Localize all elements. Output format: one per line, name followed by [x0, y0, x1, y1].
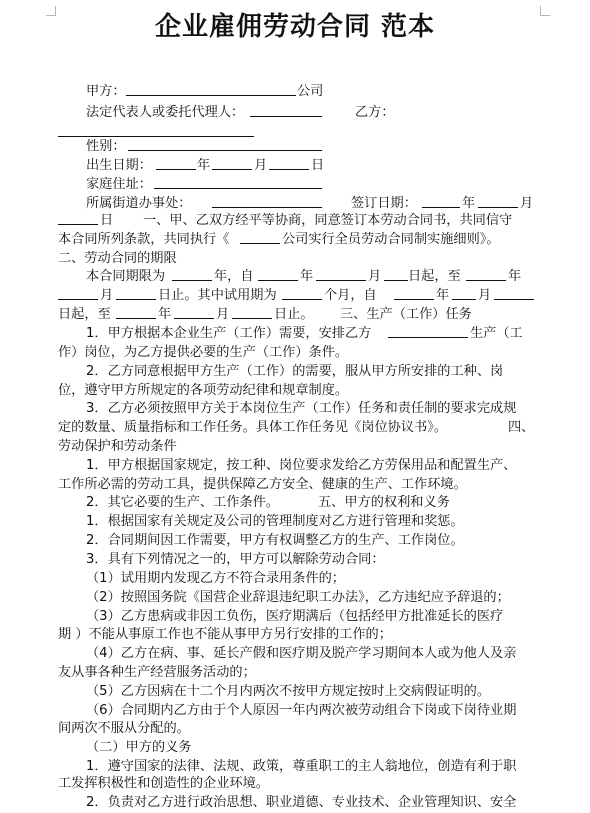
text-line: [0, 511, 590, 532]
text-line: [0, 455, 590, 476]
list-item: 间两次不服从分配的。: [58, 721, 190, 736]
clause-1-text: 本合同所列条款，共同执行《: [58, 232, 230, 247]
section-5-heading: 五、甲方的权利和义务: [318, 495, 450, 510]
term-blank: [58, 285, 98, 300]
term-blank: [232, 304, 272, 319]
term-blank: [452, 285, 476, 300]
street-blank: [212, 193, 322, 208]
clause-text: 2．合同期间因工作需要，甲方有权调整乙方的生产、工作岗位。: [86, 533, 464, 548]
clause-text: 生产（工: [470, 326, 523, 341]
section-4-heading: 劳动保护和劳动条件: [58, 439, 177, 454]
clause-text: 工发挥积极性和创造性的企业环境。: [58, 776, 269, 791]
term-blank: [116, 304, 156, 319]
text-line: [0, 643, 590, 664]
sign-day-blank: [58, 210, 98, 225]
year-char: 年: [462, 196, 476, 211]
section-2-heading: 二、劳动合同的期限: [58, 251, 177, 266]
text-line: [0, 229, 590, 250]
list-item: 友从事各种生产经营服务活动的；: [58, 665, 256, 680]
term-blank: [174, 304, 214, 319]
term-blank: [172, 266, 212, 281]
clause-1-text: 公司实行全员劳动合同制实施细则》。: [282, 232, 500, 247]
list-item: （3）乙方患病或非因工负伤，医疗期满后（包括经甲方批准延长的医疗: [86, 609, 504, 624]
text-line: [0, 737, 590, 758]
clause-text: 位，遵守甲方所规定的各项劳动纪律和规章制度。: [58, 383, 349, 398]
text-line: [0, 587, 590, 608]
text-line: [0, 530, 590, 551]
list-item: （5）乙方因病在十二个月内两次不按甲方规定按时上交病假证明的。: [86, 684, 491, 699]
clause-text: 1．甲方根据本企业生产（工作）需要，安排乙方: [86, 326, 372, 341]
text-line: [0, 342, 590, 363]
clause-text: 1．根据国家有关规定及公司的管理制度对乙方进行管理和奖惩。: [86, 514, 464, 529]
party-a-line: [0, 81, 590, 102]
address-line: [0, 174, 590, 195]
term-line: [0, 266, 590, 287]
clause-text: 工作所必需的劳动工具，提供保障乙方安全、健康的生产、工作环境。: [58, 477, 467, 492]
term-text: 月: [368, 269, 382, 284]
clause-text: 3．具有下列情况之一的，甲方可以解除劳动合同：: [86, 552, 385, 567]
legal-rep-label: 法定代表人或委托代理人：: [86, 105, 245, 120]
term-blank: [258, 266, 298, 281]
month-char: 月: [520, 196, 534, 211]
address-label: 家庭住址：: [86, 177, 152, 192]
text-line: [0, 568, 590, 589]
term-text: 年，自: [214, 269, 254, 284]
legal-rep-blank: [250, 102, 322, 117]
party-a-label: 甲方：: [86, 84, 126, 99]
text-line: [0, 361, 590, 382]
sign-year-blank: [422, 193, 460, 208]
term-text: 日起，至: [58, 307, 111, 322]
clause-text: 2．乙方同意根据甲方生产（工作）的需要，服从甲方所安排的工种、岗: [86, 364, 504, 379]
clause-text: 作）岗位，为乙方提供必要的生产（工作）条件。: [58, 345, 349, 360]
term-blank: [466, 266, 506, 281]
text-line: [0, 417, 590, 438]
term-text: 日起，至: [408, 269, 461, 284]
list-item: （2）按照国务院《国营企业辞退违纪职工办法》，乙方违纪应予辞退的；: [86, 590, 510, 605]
clause-text: 2．负责对乙方进行政治思想、职业道德、专业技术、企业管理知识、安全: [86, 795, 517, 810]
text-line: [0, 549, 590, 570]
document-title: 企业雇佣劳动合同 范本: [154, 12, 436, 42]
party-a-blank: [126, 81, 296, 96]
text-line: [0, 436, 590, 457]
term-text: 年: [508, 269, 522, 284]
text-line: [0, 681, 590, 702]
term-text: 月: [478, 288, 492, 303]
sign-month-blank: [478, 193, 518, 208]
term-text: 年: [300, 269, 314, 284]
list-item: （6）合同期内乙方由于个人原因一年内两次被劳动组合下岗或下岗待业期: [86, 703, 517, 718]
text-line: [0, 624, 590, 645]
term-blank: [116, 285, 156, 300]
section-3-heading: 三、生产（工作）任务: [340, 307, 472, 322]
term-text: 个月，自: [324, 288, 377, 303]
term-text: 本合同期限为: [86, 269, 166, 284]
section-4-heading: 四、: [508, 420, 535, 435]
subsection-heading: （二）甲方的义务: [86, 740, 192, 755]
list-item: （4）乙方在病、事、延长产假和医疗期及脱产学习期间本人或为他人及亲: [86, 646, 517, 661]
term-text: 年: [436, 288, 450, 303]
text-line: [0, 398, 590, 419]
text-line: [0, 792, 590, 813]
term-text: 月: [216, 307, 230, 322]
party-a-suffix: 公司: [297, 84, 324, 99]
clause-text: 定的数量、质量指标和工作任务。具体工作任务见《岗位协议书》。: [58, 420, 448, 435]
month-char: 月: [254, 158, 268, 173]
term-text: 日止。其中试用期为: [158, 288, 277, 303]
birth-month-blank: [212, 155, 252, 170]
list-item: （1）试用期内发现乙方不符合录用条件的；: [86, 571, 345, 586]
term-text: 年: [158, 307, 172, 322]
term-blank: [494, 285, 534, 300]
gender-label: 性别：: [86, 139, 126, 154]
day-char: 日: [100, 213, 114, 228]
year-char: 年: [197, 158, 211, 173]
term-text: 月: [100, 288, 114, 303]
party-b-label: 乙方：: [355, 105, 395, 120]
address-blank: [154, 174, 322, 189]
term-text: 日止。: [274, 307, 314, 322]
clause-text: 3．乙方必须按照甲方关于本岗位生产（工作）任务和责任制的要求完成规: [86, 401, 517, 416]
term-blank: [384, 266, 408, 281]
probation-blank: [282, 285, 322, 300]
clause-text: 2．其它必要的生产、工作条件。: [86, 495, 280, 510]
gender-blank: [128, 136, 322, 151]
clause-1-text: 一、甲、乙双方经平等协商，同意签订本劳动合同书，共同信守: [143, 213, 513, 228]
birth-label: 出生日期：: [86, 158, 152, 173]
term-blank: [394, 285, 434, 300]
term-blank: [316, 266, 366, 281]
gender-line: [0, 136, 590, 157]
street-label: 所属街道办事处：: [86, 196, 192, 211]
text-line: [0, 662, 590, 683]
term-line: [0, 285, 590, 306]
day-char: 日: [311, 158, 325, 173]
birth-year-blank: [156, 155, 196, 170]
clause-text: 1．甲方根据国家规定，按工种、岗位要求发给乙方劳保用品和配置生产、: [86, 458, 517, 473]
text-line: [0, 718, 590, 739]
company-blank: [240, 229, 280, 244]
job-blank: [388, 323, 468, 338]
legal-rep-line: [0, 102, 590, 123]
text-line: [0, 492, 590, 513]
birth-day-blank: [269, 155, 309, 170]
sign-date-label: 签订日期：: [351, 196, 417, 211]
text-line: [0, 773, 590, 794]
birth-line: [0, 155, 590, 176]
term-line: [0, 304, 590, 325]
text-line: [0, 210, 590, 231]
text-line: [0, 323, 590, 344]
list-item: 期 ）不能从事原工作也不能从事甲方另行安排的工作的；: [58, 627, 392, 642]
clause-text: 1．遵守国家的法律、法规、政策，尊重职工的主人翁地位，创造有利于职: [86, 759, 517, 774]
